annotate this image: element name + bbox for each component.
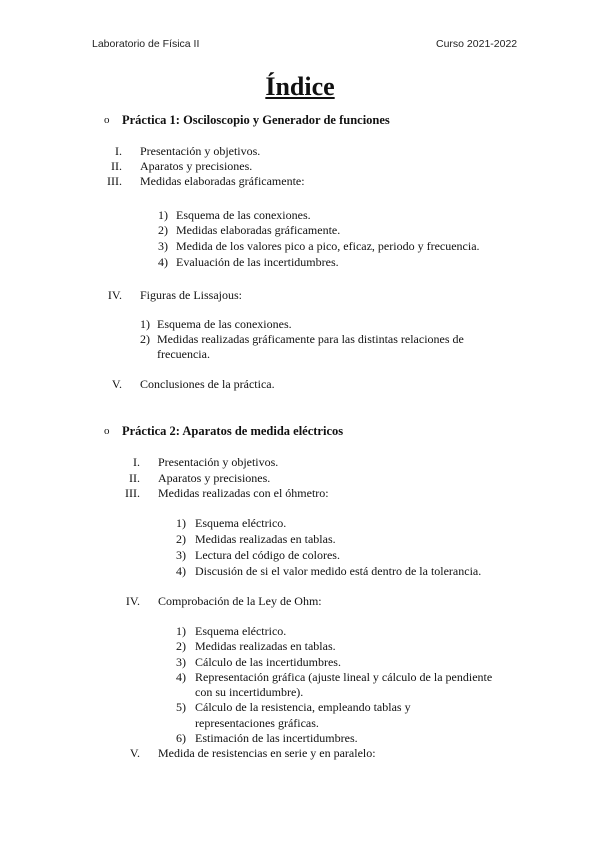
header-course-name: Laboratorio de Física II (92, 38, 200, 50)
roman-numeral: I. (133, 455, 140, 469)
item-number: 1) (176, 516, 186, 530)
item-number: 2) (140, 332, 150, 346)
toc-subentry: Evaluación de las incertidumbres. (176, 255, 339, 269)
toc-entry: Conclusiones de la práctica. (140, 377, 275, 391)
item-number: 1) (158, 208, 168, 222)
toc-entry: Figuras de Lissajous: (140, 288, 242, 302)
toc-entry: Medidas elaboradas gráficamente: (140, 174, 305, 188)
item-number: 2) (176, 532, 186, 546)
toc-entry: Medidas realizadas con el óhmetro: (158, 486, 329, 500)
toc-subentry-continuation: con su incertidumbre). (195, 685, 304, 699)
roman-numeral: III. (125, 486, 140, 500)
item-number: 2) (176, 639, 186, 653)
roman-numeral: III. (107, 174, 122, 188)
toc-entry: Presentación y objetivos. (158, 455, 279, 469)
section-bullet: o (104, 114, 110, 126)
toc-subentry: Cálculo de las incertidumbres. (195, 655, 341, 669)
toc-subentry: Esquema de las conexiones. (176, 208, 311, 222)
toc-subentry: Estimación de las incertidumbres. (195, 731, 358, 745)
roman-numeral: I. (115, 144, 122, 158)
toc-subentry: Esquema de las conexiones. (157, 317, 292, 331)
toc-entry: Aparatos y precisiones. (140, 159, 253, 173)
toc-subentry: Representación gráfica (ajuste lineal y cálculo de la pendiente (195, 670, 493, 684)
toc-subentry-continuation: frecuencia. (157, 347, 210, 361)
toc-subentry: Discusión de si el valor medido está dentro de la tolerancia. (195, 564, 482, 578)
item-number: 4) (158, 255, 168, 269)
toc-entry: Aparatos y precisiones. (158, 471, 271, 485)
item-number: 6) (176, 731, 186, 745)
toc-entry: Comprobación de la Ley de Ohm: (158, 594, 322, 608)
roman-numeral: V. (129, 746, 140, 760)
toc-entry: Presentación y objetivos. (140, 144, 261, 158)
toc-subentry: Medidas elaboradas gráficamente. (176, 223, 341, 237)
item-number: 5) (176, 700, 186, 714)
item-number: 4) (176, 564, 186, 578)
item-number: 4) (176, 670, 186, 684)
item-number: 3) (176, 548, 186, 562)
item-number: 1) (176, 624, 186, 638)
toc-subentry: Esquema eléctrico. (195, 516, 287, 530)
roman-numeral: II. (111, 159, 122, 173)
page-title: Índice (265, 72, 335, 101)
item-number: 1) (140, 317, 150, 331)
toc-subentry: Lectura del código de colores. (195, 548, 340, 562)
header-academic-year: Curso 2021-2022 (436, 38, 518, 50)
toc-subentry: Medidas realizadas en tablas. (195, 639, 336, 653)
toc-entry: Medida de resistencias en serie y en paralelo: (158, 746, 376, 760)
section-title-practica-2: Práctica 2: Aparatos de medida eléctricos (122, 424, 344, 438)
toc-subentry: Medidas realizadas gráficamente para las distintas relaciones de (157, 332, 464, 346)
item-number: 3) (176, 655, 186, 669)
toc-subentry-continuation: representaciones gráficas. (195, 716, 319, 730)
roman-numeral: IV. (125, 594, 140, 608)
toc-subentry: Esquema eléctrico. (195, 624, 287, 638)
toc-subentry: Medida de los valores pico a pico, eficaz, periodo y frecuencia. (176, 239, 480, 253)
item-number: 3) (158, 239, 168, 253)
roman-numeral: V. (111, 377, 122, 391)
roman-numeral: IV. (107, 288, 122, 302)
item-number: 2) (158, 223, 168, 237)
section-bullet: o (104, 425, 110, 437)
roman-numeral: II. (129, 471, 140, 485)
toc-subentry: Medidas realizadas en tablas. (195, 532, 336, 546)
toc-subentry: Cálculo de la resistencia, empleando tablas y (195, 700, 411, 714)
section-title-practica-1: Práctica 1: Osciloscopio y Generador de funciones (122, 113, 390, 127)
